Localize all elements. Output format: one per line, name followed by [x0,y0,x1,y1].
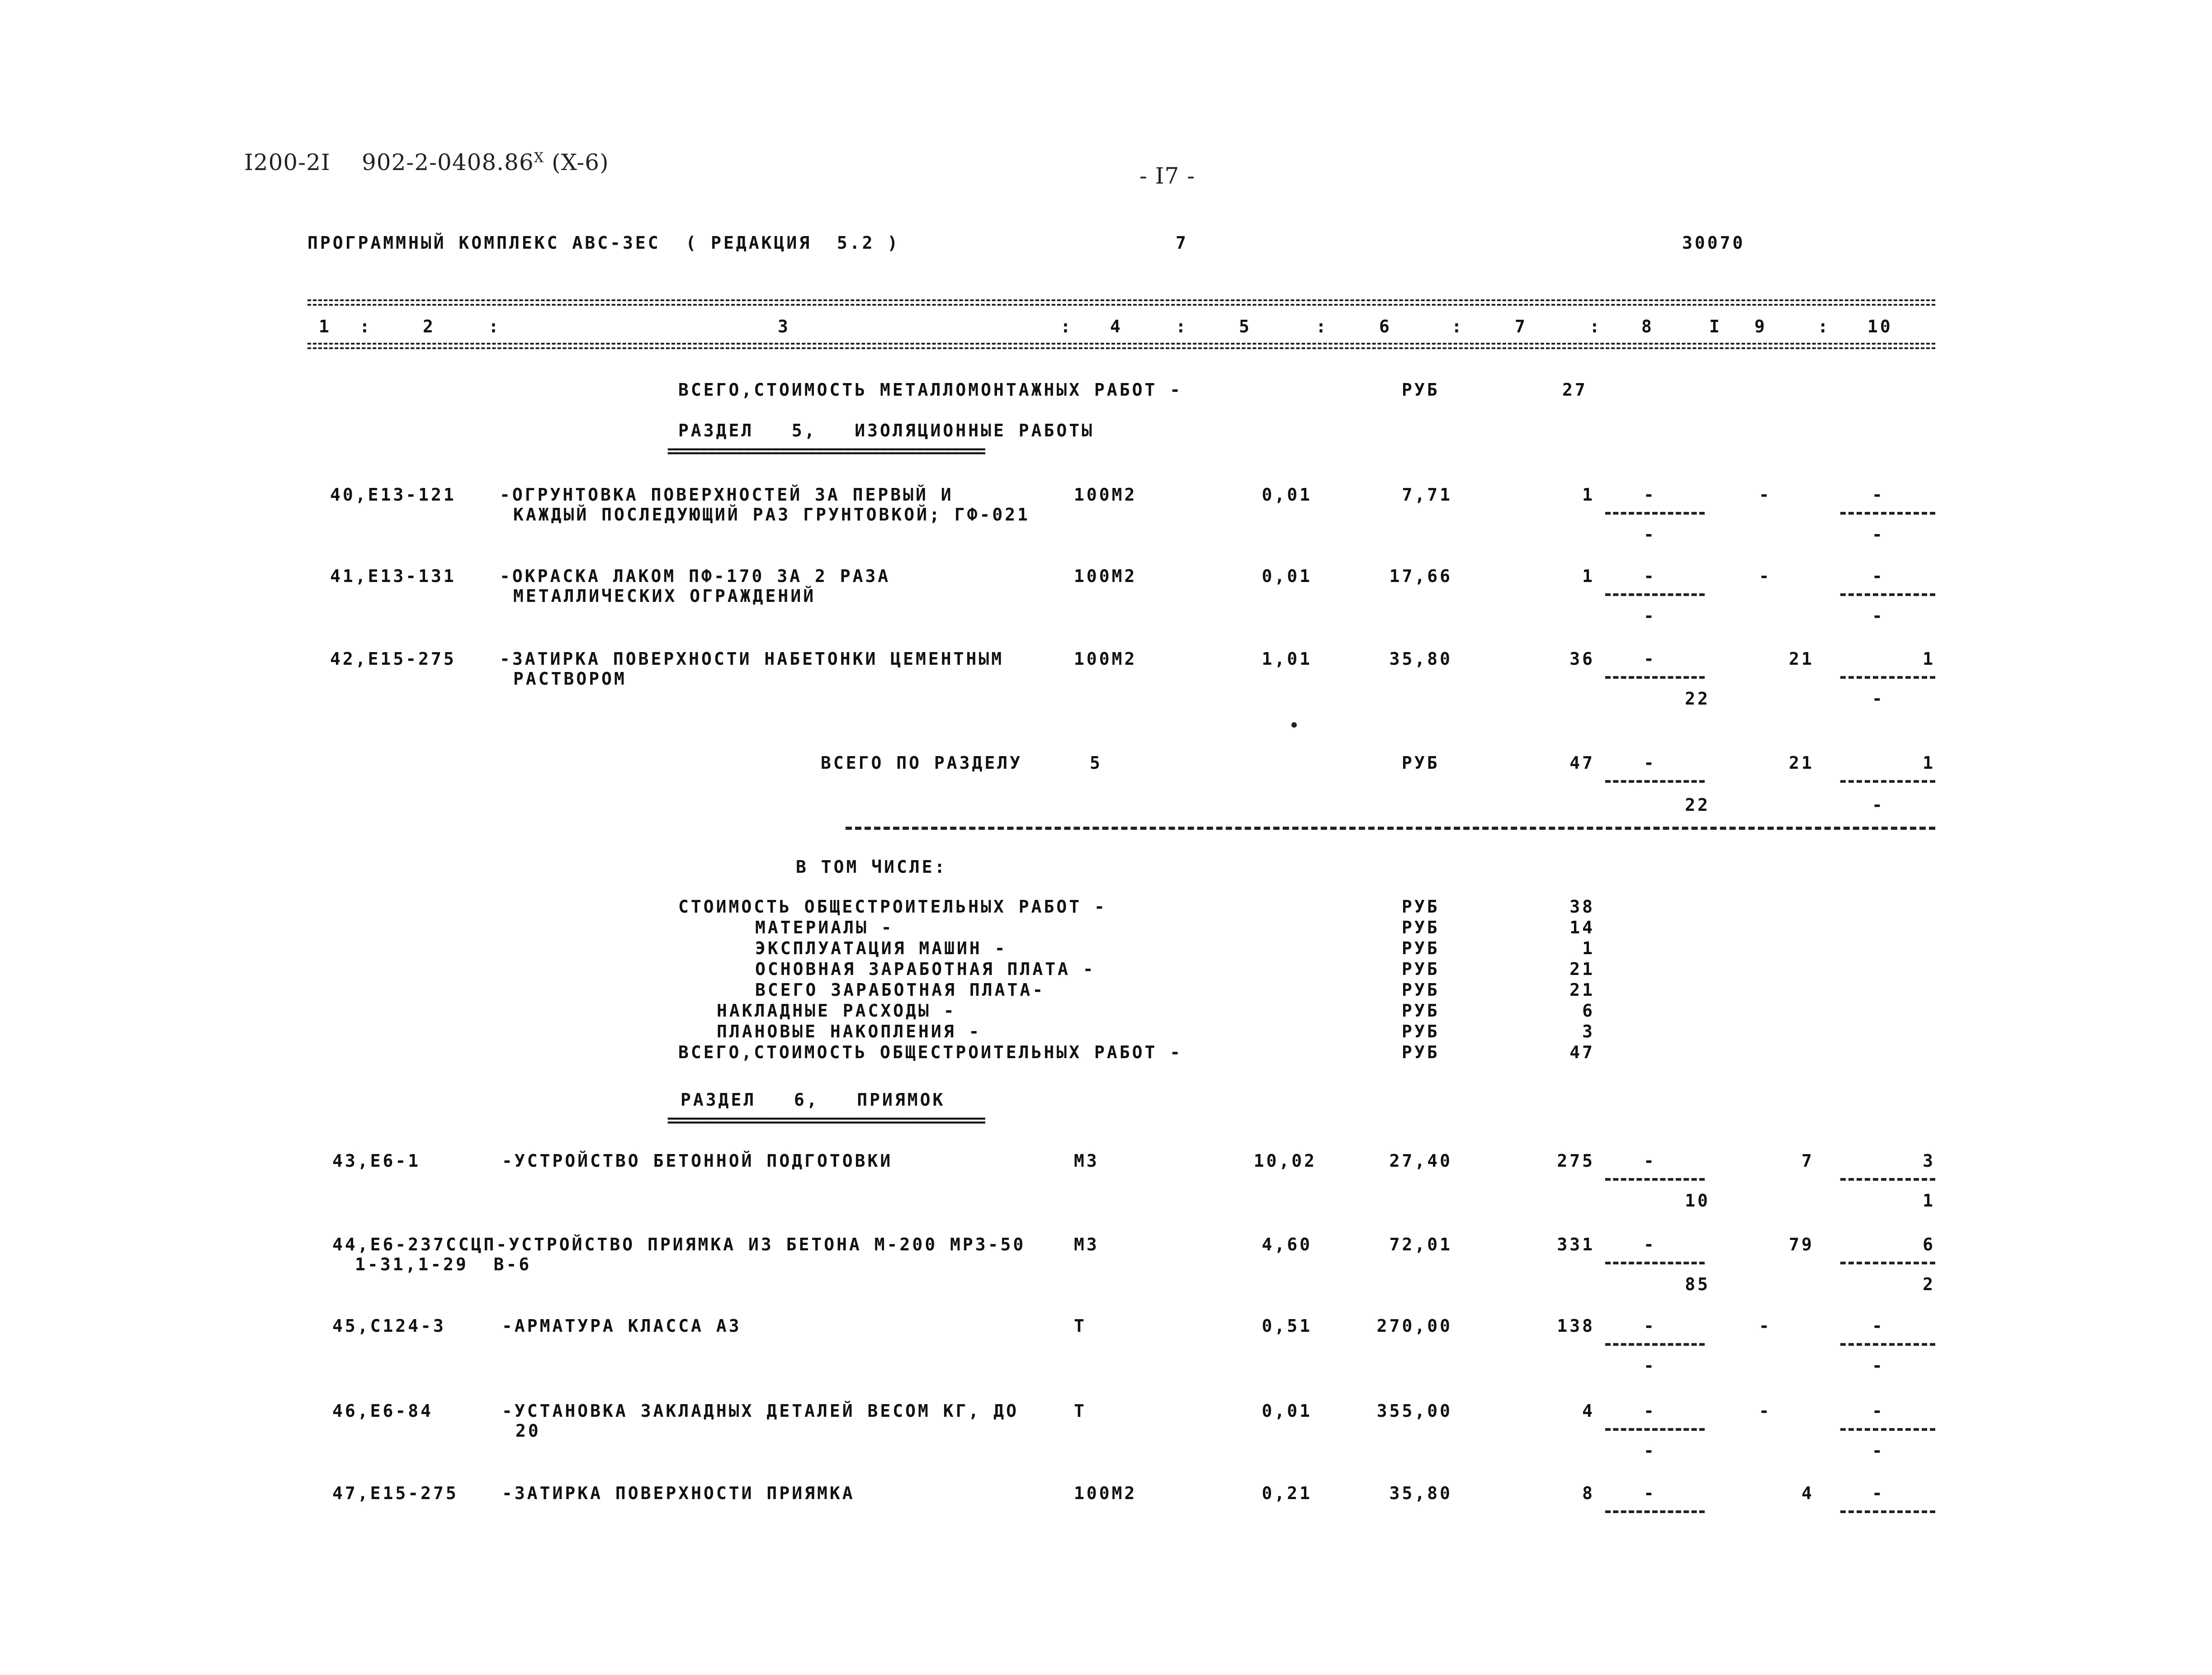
table-row-40-desc: -ОГРУНТОВКА ПОВЕРХНОСТЕЙ ЗА ПЕРВЫЙ И [500,485,954,505]
table-row-43-total: 275 [1557,1151,1595,1171]
including-item-unit: РУБ [1402,980,1440,1000]
table-row-46-c10-rule [1840,1428,1935,1431]
section5-total-c8: - [1644,753,1656,773]
table-row-44-qty: 4,60 [1262,1235,1312,1254]
table-row-40-desc2: КАЖДЫЙ ПОСЛЕДУЮЩИЙ РАЗ ГРУНТОВКОЙ; ГФ-021 [513,505,1030,525]
header-rule-top [307,299,1935,306]
col-5: 5 [1239,317,1252,336]
table-row-41-c10: - [1872,566,1885,586]
including-item-label: НАКЛАДНЫЕ РАСХОДЫ - [717,1001,956,1021]
table-row-41-c10-rule [1840,593,1935,596]
section5-total-value: 47 [1569,753,1595,773]
including-item-value: 47 [1569,1042,1595,1062]
table-row-40-c8: - [1644,485,1656,505]
doc-number-text: 902-2-0408.86 [362,149,534,175]
including-item-unit: РУБ [1402,897,1440,917]
including-item-label: ВСЕГО,СТОИМОСТЬ ОБЩЕСТРОИТЕЛЬНЫХ РАБОТ - [678,1042,1183,1062]
including-item-label: ОСНОВНАЯ ЗАРАБОТНАЯ ПЛАТА - [755,959,1096,979]
col-sep-4: : [1176,317,1188,336]
table-row-40-c9: - [1759,485,1772,505]
table-row-42-c10b: - [1872,689,1885,709]
including-item-unit: РУБ [1402,1022,1440,1041]
table-row-40-total: 1 [1582,485,1595,505]
table-row-43-c10-rule [1840,1178,1935,1181]
doc-number-sup: X [534,150,544,166]
including-item-value: 21 [1569,959,1595,979]
including-item-unit: РУБ [1402,918,1440,937]
table-row-42-code: 42,Е15-275 [330,649,456,669]
header-rule-bottom [307,343,1935,349]
table-row-44-c8-rule [1605,1262,1705,1264]
table-row-43-c9: 7 [1801,1151,1814,1171]
table-row-47-c8-rule [1605,1510,1705,1513]
table-row-44-c10b: 2 [1923,1274,1935,1294]
table-row-41-unit: 100М2 [1074,566,1137,586]
table-row-46-total: 4 [1582,1401,1595,1421]
including-item-label: ВСЕГО ЗАРАБОТНАЯ ПЛАТА- [755,980,1045,1000]
table-row-40-c8b: - [1644,525,1656,544]
doc-code: I200-2I [244,149,331,175]
col-3: 3 [778,317,790,336]
table-row-42-qty: 1,01 [1262,649,1312,669]
col-sep-6: : [1451,317,1464,336]
section6-title: РАЗДЕЛ 6, ПРИЯМОК [681,1090,945,1110]
col-9: 9 [1754,317,1767,336]
including-item-value: 38 [1569,897,1595,917]
table-row-46-unit: Т [1074,1401,1087,1421]
including-item-label: МАТЕРИАЛЫ - [755,918,894,937]
col-2: 2 [423,317,435,336]
section5-underline: ============================================ [667,441,983,461]
table-row-45-qty: 0,51 [1262,1316,1312,1336]
table-row-41-desc: -ОКРАСКА ЛАКОМ ПФ-170 ЗА 2 РАЗА [500,566,891,586]
stray-dot [1291,722,1297,728]
table-row-47-total: 8 [1582,1483,1595,1503]
col-7: 7 [1515,317,1527,336]
table-row-42-desc: -ЗАТИРКА ПОВЕРХНОСТИ НАБЕТОНКИ ЦЕМЕНТНЫМ [500,649,1004,669]
table-row-43-code: 43,Е6-1 [332,1151,421,1171]
including-item-unit: РУБ [1402,938,1440,958]
table-row-45-c10b: - [1872,1356,1885,1376]
table-row-46-desc: -УСТАНОВКА ЗАКЛАДНЫХ ДЕТАЛЕЙ ВЕСОМ КГ, ДО [502,1401,1019,1421]
table-row-45-c8b: - [1644,1356,1656,1376]
table-row-42-c8: - [1644,649,1656,669]
table-row-42-c8b: 22 [1685,689,1710,709]
section6-underline: ============================================ [667,1110,983,1130]
table-row-47-c9: 4 [1801,1483,1814,1503]
code-number: 30070 [1682,233,1745,253]
table-row-43-qty: 10,02 [1253,1151,1317,1171]
table-row-43-c10: 3 [1923,1151,1935,1171]
table-row-46-c9: - [1759,1401,1772,1421]
including-item-label: СТОИМОСТЬ ОБЩЕСТРОИТЕЛЬНЫХ РАБОТ - [678,897,1107,917]
table-row-46-c8-rule [1605,1428,1705,1431]
including-item-value: 3 [1582,1022,1595,1041]
metal-works-total-unit: РУБ [1402,380,1440,400]
table-row-46-c8b: - [1644,1441,1656,1461]
table-row-44-total: 331 [1557,1235,1595,1254]
table-row-47-c10-rule [1840,1510,1935,1513]
table-row-44-c10-rule [1840,1262,1935,1264]
doc-number [362,149,609,175]
table-row-43-c10b: 1 [1923,1191,1935,1211]
doc-number-suffix: (X-6) [552,149,609,175]
col-4: 4 [1110,317,1123,336]
table-row-40-c10: - [1872,485,1885,505]
table-row-44-unit: М3 [1074,1235,1099,1254]
table-row-44-price: 72,01 [1389,1235,1452,1254]
table-row-41-qty: 0,01 [1262,566,1312,586]
table-row-45-desc: -АРМАТУРА КЛАССА А3 [502,1316,742,1336]
table-row-41-c8: - [1644,566,1656,586]
table-row-46-price: 355,00 [1376,1401,1452,1421]
table-row-45-price: 270,00 [1376,1316,1452,1336]
table-row-40-code: 40,Е13-121 [330,485,456,505]
including-item-value: 6 [1582,1001,1595,1021]
table-row-43-price: 27,40 [1389,1151,1452,1171]
table-row-47-c8: - [1644,1483,1656,1503]
table-row-40-qty: 0,01 [1262,485,1312,505]
including-item-unit: РУБ [1402,959,1440,979]
table-row-47-qty: 0,21 [1262,1483,1312,1503]
col-sep-1: : [359,317,372,336]
table-row-44-code2: 1-31,1-29 В-6 [355,1254,532,1274]
table-row-44-c8: - [1644,1235,1656,1254]
table-row-42-desc2: РАСТВОРОМ [513,669,627,689]
sheet-number: 7 [1176,233,1188,253]
table-row-44-c10: 6 [1923,1235,1935,1254]
table-row-43-desc: -УСТРОЙСТВО БЕТОННОЙ ПОДГОТОВКИ [502,1151,893,1171]
table-row-45-c10-rule [1840,1343,1935,1346]
including-item-unit: РУБ [1402,1042,1440,1062]
col-10: 10 [1867,317,1893,336]
table-row-40-unit: 100М2 [1074,485,1137,505]
section5-total-rule [846,827,1935,830]
col-sep-2: : [488,317,501,336]
table-row-42-c10: 1 [1923,649,1935,669]
table-row-47-desc: -ЗАТИРКА ПОВЕРХНОСТИ ПРИЯМКА [502,1483,855,1503]
table-row-46-qty: 0,01 [1262,1401,1312,1421]
table-row-42-unit: 100М2 [1074,649,1137,669]
metal-works-total-label: ВСЕГО,СТОИМОСТЬ МЕТАЛЛОМОНТАЖНЫХ РАБОТ - [678,380,1183,400]
col-sep-7: : [1589,317,1602,336]
table-row-42-price: 35,80 [1389,649,1452,669]
table-row-44-code: 44,Е6-237ССЦП-УСТРОЙСТВО ПРИЯМКА ИЗ БЕТОНА М-200 МРЗ-50 [332,1235,1026,1254]
table-row-45-c9: - [1759,1316,1772,1336]
col-sep-9: : [1818,317,1830,336]
table-row-43-c8b: 10 [1685,1191,1710,1211]
including-item-label: ПЛАНОВЫЕ НАКОПЛЕНИЯ - [717,1022,982,1041]
table-row-45-unit: Т [1074,1316,1087,1336]
table-row-46-code: 46,Е6-84 [332,1401,434,1421]
table-row-40-c8-rule [1605,512,1705,515]
table-row-46-c8: - [1644,1401,1656,1421]
table-row-41-c8-rule [1605,593,1705,596]
section5-total-c10b: - [1872,795,1885,815]
section5-total-c8b: 22 [1685,795,1710,815]
table-row-41-c10b: - [1872,606,1885,626]
table-row-43-unit: М3 [1074,1151,1099,1171]
table-row-41-total: 1 [1582,566,1595,586]
table-row-41-c8b: - [1644,606,1656,626]
table-row-47-c10: - [1872,1483,1885,1503]
table-row-42-c8-rule [1605,676,1705,679]
section5-total-c10: 1 [1923,753,1935,773]
section5-title: РАЗДЕЛ 5, ИЗОЛЯЦИОННЫЕ РАБОТЫ [678,421,1094,440]
table-row-43-c8: - [1644,1151,1656,1171]
including-item-value: 1 [1582,938,1595,958]
page-number: - I7 - [1139,163,1196,189]
section5-total-label: ВСЕГО ПО РАЗДЕЛУ [821,753,1023,773]
table-row-44-c8b: 85 [1685,1274,1710,1294]
table-row-40-c10-rule [1840,512,1935,515]
col-sep-3: : [1060,317,1073,336]
table-row-42-total: 36 [1569,649,1595,669]
table-row-41-price: 17,66 [1389,566,1452,586]
table-row-43-c8-rule [1605,1178,1705,1181]
metal-works-total-value: 27 [1562,380,1588,400]
program-line: ПРОГРАММНЫЙ КОМПЛЕКС АВС-3ЕС ( РЕДАКЦИЯ 5.2 ) [307,233,900,253]
col-8: 8 [1641,317,1654,336]
table-row-46-c10: - [1872,1401,1885,1421]
col-6: 6 [1379,317,1392,336]
table-row-45-total: 138 [1557,1316,1595,1336]
including-item-label: ЭКСПЛУАТАЦИЯ МАШИН - [755,938,1007,958]
table-row-42-c9: 21 [1789,649,1814,669]
table-row-45-c8-rule [1605,1343,1705,1346]
including-title: В ТОМ ЧИСЛЕ: [796,857,947,877]
table-row-44-c9: 79 [1789,1235,1814,1254]
table-row-41-desc2: МЕТАЛЛИЧЕСКИХ ОГРАЖДЕНИЙ [513,586,816,606]
including-item-unit: РУБ [1402,1001,1440,1021]
table-row-41-code: 41,Е13-131 [330,566,456,586]
table-row-47-code: 47,Е15-275 [332,1483,458,1503]
table-row-47-unit: 100М2 [1074,1483,1137,1503]
table-row-46-c10b: - [1872,1441,1885,1461]
col-sep-8: I [1709,317,1722,336]
table-row-42-c10-rule [1840,676,1935,679]
table-row-41-c9: - [1759,566,1772,586]
section5-total-num: 5 [1090,753,1102,773]
table-row-40-price: 7,71 [1402,485,1452,505]
section5-total-c10-rule [1840,780,1935,783]
section5-total-c9: 21 [1789,753,1814,773]
col-sep-5: : [1316,317,1328,336]
including-item-value: 21 [1569,980,1595,1000]
table-row-46-desc2: 20 [515,1421,541,1441]
section5-total-c8-rule [1605,780,1705,783]
table-row-45-c10: - [1872,1316,1885,1336]
table-row-45-c8: - [1644,1316,1656,1336]
including-item-value: 14 [1569,918,1595,937]
col-1: 1 [319,317,331,336]
section5-total-unit: РУБ [1402,753,1440,773]
table-row-40-c10b: - [1872,525,1885,544]
table-row-45-code: 45,С124-3 [332,1316,446,1336]
table-row-47-price: 35,80 [1389,1483,1452,1503]
